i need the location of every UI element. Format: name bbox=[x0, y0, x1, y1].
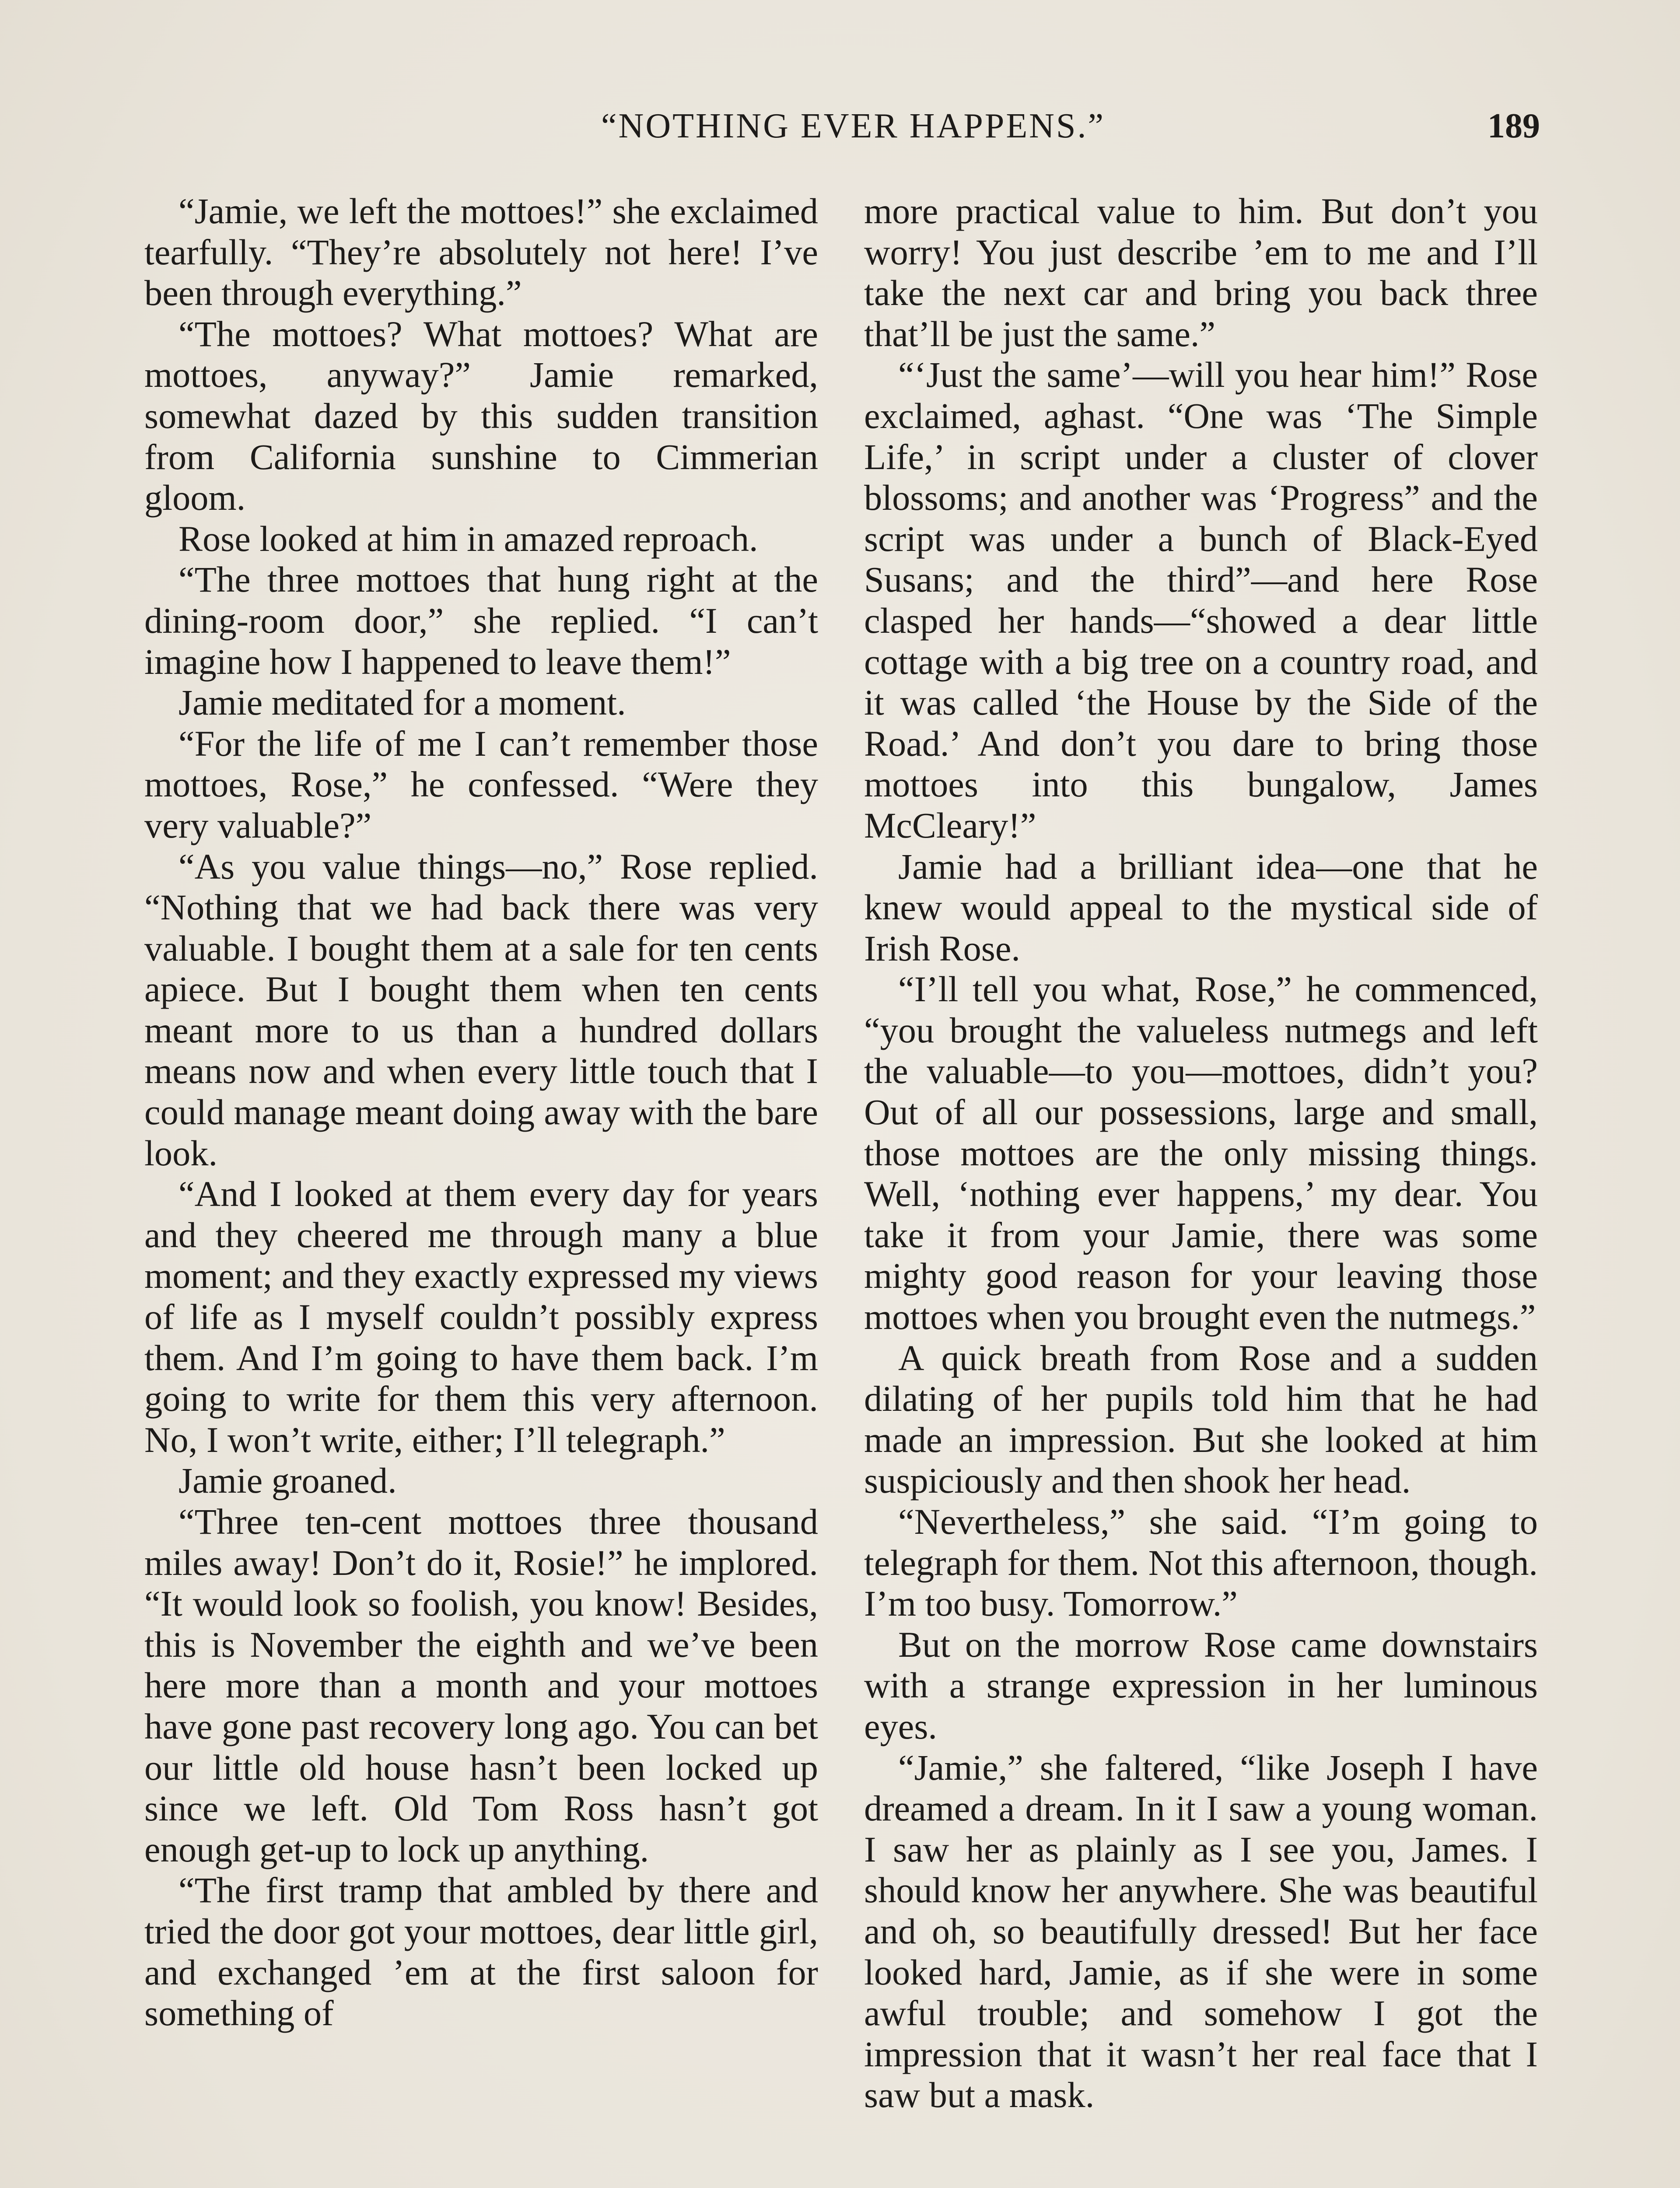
paragraph: “The three mottoes that hung right at the dining-room door,” she replied. “I can’t imagine how I happened to leave them!” bbox=[144, 560, 818, 682]
running-title: “NOTHING EVER HAPPENS.” bbox=[601, 107, 1105, 145]
paragraph-continued: more practical value to him. But don’t you worry! You just describe ’em to me and I’ll take the next car and bring you back three that’ll be just the same.” bbox=[864, 191, 1538, 354]
paragraph: Jamie meditated for a moment. bbox=[178, 683, 626, 723]
paragraph: “Three ten-cent mottoes three thousand miles away! Don’t do it, Rosie!” he implored. “It would look so foolish, you know! Besides, this is November the eighth and we’ve been here more than a month and your mottoes have gone past recovery long ago. You can bet our little old house hasn’t been locked up since we left. Old Tom Ross hasn’t got enough get-up to lock up anything. bbox=[144, 1502, 818, 1869]
paragraph: Jamie had a brilliant idea—one that he knew would appeal to the mystical side of Irish Rose. bbox=[864, 846, 1538, 968]
paragraph: “Jamie,” she faltered, “like Joseph I have dreamed a dream. In it I saw a young woman. I saw her as plainly as I see you, James. I should know her anywhere. She was beautiful and oh, so beautifully dressed! But her face looked hard, Jamie, as if she were in some awful trouble; and somehow I got the impression that it wasn’t her real face that I saw but a mask. bbox=[864, 1747, 1538, 2115]
paragraph: “The first tramp that ambled by there and tried the door got your mottoes, dear little girl, and exchanged ’em at the first saloon for something of bbox=[144, 1870, 818, 2034]
paragraph: “For the life of me I can’t remember those mottoes, Rose,” he confessed. “Were they very valuable?” bbox=[144, 723, 818, 845]
paragraph: “‘Just the same’—will you hear him!” Rose exclaimed, aghast. “One was ‘The Simple Life,’ in script under a cluster of clover blossoms; and another was ‘Progress” and the script was under a bunch of Black-Eyed Susans; and the third”—and here Rose clasped her hands—“showed a dear little cottage with a big tree on a country road, and it was called ‘the House by the Side of the Road.’ And don’t you dare to bring those mottoes into this bungalow, James McCleary!” bbox=[864, 355, 1538, 845]
paragraph: A quick breath from Rose and a sudden dilating of her pupils told him that he had made an impression. But she looked at him suspiciously and then shook her head. bbox=[864, 1338, 1538, 1501]
right-column bbox=[864, 191, 1538, 2116]
paragraph: Jamie groaned. bbox=[178, 1461, 397, 1501]
paragraph: But on the morrow Rose came downstairs with a strange expression in her luminous eyes. bbox=[864, 1624, 1538, 1746]
paragraph: “And I looked at them every day for years and they cheered me through many a blue moment; and they exactly expressed my views of life as I myself couldn’t possibly express them. And I’m going to have them back. I’m going to write for them this very afternoon. No, I won’t write, either; I’ll telegraph.” bbox=[144, 1174, 818, 1460]
paragraph: “The mottoes? What mottoes? What are mottoes, anyway?” Jamie remarked, somewhat dazed by this sudden transition from California sunshine to Cimmerian gloom. bbox=[144, 314, 818, 518]
left-column bbox=[144, 191, 818, 2034]
page-number: 189 bbox=[1488, 107, 1540, 145]
paragraph: “I’ll tell you what, Rose,” he commenced, “you brought the valueless nutmegs and left the valuable—to you—mottoes, didn’t you? Out of all our possessions, large and small, those mottoes are the only missing things. Well, ‘nothing ever happens,’ my dear. You take it from your Jamie, there was some mighty good reason for your leaving those mottoes when you brought even the nutmegs.” bbox=[864, 969, 1538, 1337]
paragraph: Rose looked at him in amazed reproach. bbox=[178, 519, 758, 559]
paragraph: “Nevertheless,” she said. “I’m going to telegraph for them. Not this afternoon, though. I’m too busy. Tomorrow.” bbox=[864, 1502, 1538, 1624]
paragraph: “As you value things—no,” Rose replied. “Nothing that we had back there was very valuable. I bought them at a sale for ten cents apiece. But I bought them when ten cents meant more to us than a hundred dollars means now and when every little touch that I could manage meant doing away with the bare look. bbox=[144, 846, 818, 1173]
paragraph: “Jamie, we left the mottoes!” she exclaimed tearfully. “They’re absolutely not here! I’ve been through everything.” bbox=[144, 191, 818, 313]
